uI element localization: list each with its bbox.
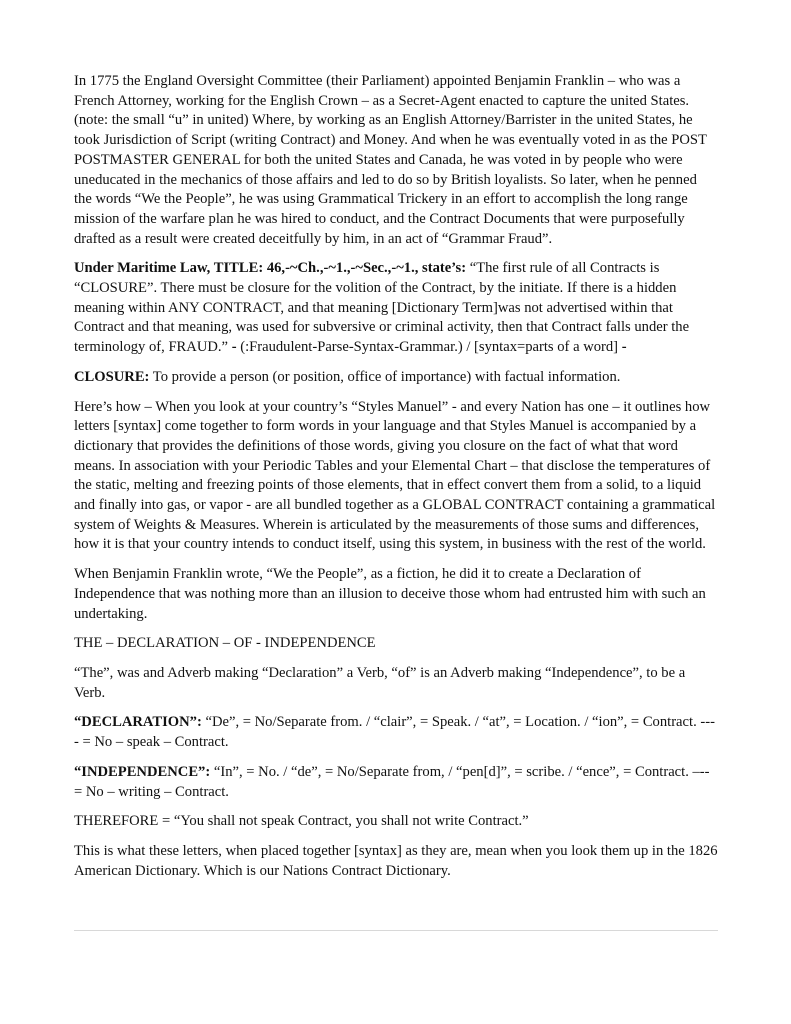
paragraph-styles-manuel: Here’s how – When you look at your country’s “Styles Manuel” - and every Nation has one – it outlines how letters [syntax] come together to form words in your language and that Styles Manuel is accompanied by a dictionary that provides the definitions of those words, giving you closure on the fact of what that word means. In association with your Periodic Tables and your Elemental Chart – that disclose the temperatures of the static, melting and freezing points of those elements, that in effect convert them from a solid, to a liquid and finally into gas, or vapor - are all bundled together as a GLOBAL CONTRACT containing a grammatical system of Weights & Measures. Wherein is articulated by the measurements of those sums and differences, how it is that your country intends to conduct itself, using this system, in business with the rest of the world. bbox=[74, 398, 716, 553]
maritime-law-citation: Under Maritime Law, TITLE: 46,-~Ch.,-~1.,-~Sec.,-~1., state’s: bbox=[74, 260, 467, 277]
paragraph-declaration-breakdown bbox=[74, 713, 718, 752]
paragraph-closure-definition bbox=[74, 368, 718, 388]
declaration-definition: “De”, = No/Separate from. / “clair”, = Speak. / “at”, = Location. / “ion”, = Contract. ---- = No – speak – Contract. bbox=[74, 714, 715, 751]
closure-term: CLOSURE: bbox=[74, 368, 150, 385]
paragraph-we-the-people: When Benjamin Franklin wrote, “We the People”, as a fiction, he did it to create a Declaration of Independence that was nothing more than an illusion to deceive those whom had entrusted him with such an undertaking. bbox=[74, 566, 706, 622]
dash-bold: - bbox=[621, 339, 627, 356]
document-body bbox=[74, 72, 718, 891]
paragraph-therefore: THEREFORE = “You shall not speak Contract, you shall not write Contract.” bbox=[74, 813, 529, 830]
paragraph-franklin-history: In 1775 the England Oversight Committee (their Parliament) appointed Benjamin Franklin – who was a French Attorney, working for the English Crown – as a Secret-Agent enacted to capture the united States. (note: the small “u” in united) Where, by working as an English Attorney/Barrister in the united States, he took Jurisdiction of Script (writing Contract) and Money. And when he was eventually voted in as the POST POSTMASTER GENERAL for both the united States and Canada, he was voted in by people who were uneducated in the mechanics of those affairs and led to do so by British loyalists. So later, when he penned the words “We the People”, he was using Grammatical Trickery in an effort to accomplish the long range mission of the warfare plan he was hired to conduct, and the Contract Documents that were purposefully drafted as a result were created deceitfully by him, in an act of “Grammar Fraud”. bbox=[74, 73, 707, 247]
paragraph-independence-breakdown bbox=[74, 763, 718, 802]
page-divider bbox=[74, 930, 718, 931]
paragraph-adverb-note: “The”, was and Adverb making “Declaration” a Verb, “of” is an Adverb making “Independence”, to be a Verb. bbox=[74, 664, 686, 701]
declaration-term: “DECLARATION”: bbox=[74, 714, 202, 731]
independence-term: “INDEPENDENCE”: bbox=[74, 763, 211, 780]
paragraph-declaration-heading: THE – DECLARATION – OF - INDEPENDENCE bbox=[74, 635, 376, 652]
paragraph-maritime-law bbox=[74, 259, 718, 358]
paragraph-dictionary: This is what these letters, when placed together [syntax] as they are, mean when you look them up in the 1826 American Dictionary. Which is our Nations Contract Dictionary. bbox=[74, 842, 718, 879]
dash-bold: - bbox=[231, 339, 237, 356]
independence-definition: “In”, = No. / “de”, = No/Separate from, / “pen[d]”, = scribe. / “ence”, = Contract. –-- = No – writing – Contract. bbox=[74, 763, 710, 800]
maritime-law-quote: “The first rule of all Contracts is “CLOSURE”. There must be closure for the volition of the Contract, by the initiate. If there is a hidden meaning within ANY CONTRACT, and that meaning [Dictionary Term]was not advertised within that Contract and that meaning, was used for subversive or criminal activity, then that Contract falls under the terminology of, FRAUD.” bbox=[74, 260, 690, 356]
fraud-parse-note: (:Fraudulent-Parse-Syntax-Grammar.) / [syntax=parts of a word] bbox=[236, 339, 622, 356]
closure-definition: To provide a person (or position, office of importance) with factual information. bbox=[149, 368, 621, 385]
